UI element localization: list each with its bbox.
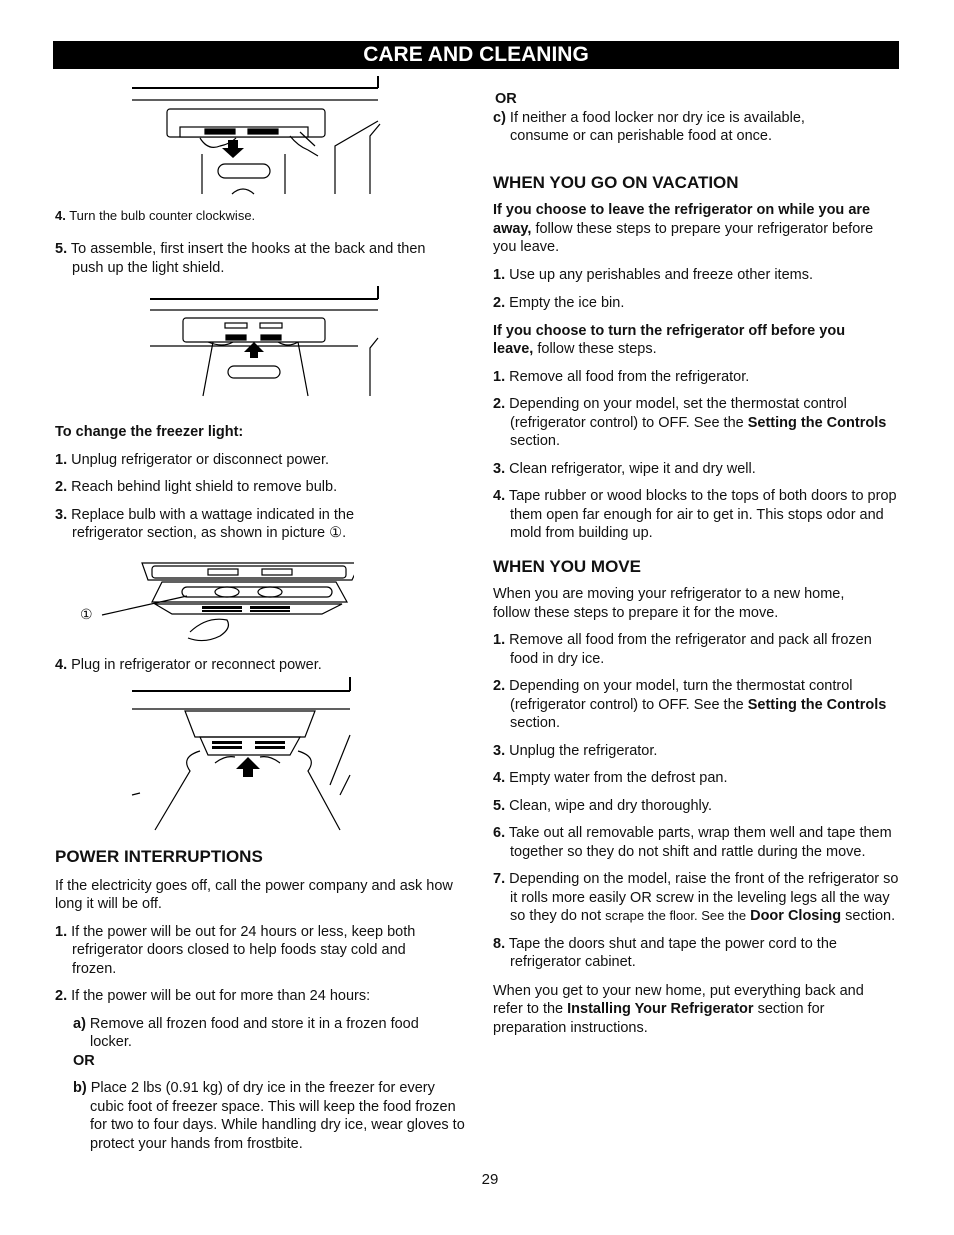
- move-intro: When you are moving your refrigerator to a new home, follow these steps to prepare it for the move.: [493, 586, 845, 621]
- power-sub-a: a) Remove all frozen food and store it in a frozen food locker.: [73, 1015, 419, 1050]
- move-step-3: 3. Unplug the refrigerator.: [493, 742, 658, 759]
- power-intro: If the electricity goes off, call the power company and ask how long it will be off.: [55, 877, 453, 912]
- move-heading: WHEN YOU MOVE: [493, 556, 641, 576]
- section-title: CARE AND CLEANING: [53, 41, 899, 69]
- freezer-step-2: 2. Reach behind light shield to remove bulb.: [55, 479, 338, 495]
- freezer-light-heading: To change the freezer light:: [55, 424, 244, 440]
- freezer-step-1: 1. Unplug refrigerator or disconnect power.: [55, 451, 330, 468]
- vacation-on-step-1: 1. Use up any perishables and freeze other items.: [493, 266, 813, 283]
- step-5-assemble: 5. To assemble, first insert the hooks at the back and then push up the light shield.: [55, 241, 426, 276]
- freezer-bulb-illustration: [92, 560, 354, 652]
- move-step-4: 4. Empty water from the defrost pan.: [493, 770, 728, 786]
- page-number: 29: [481, 1171, 499, 1188]
- move-step-6: 6. Take out all removable parts, wrap them well and tape them together so they do not shift and rattle during the move.: [493, 825, 892, 860]
- freezer-step-3: 3. Replace bulb with a wattage indicated in the refrigerator section, as shown in picture ①.: [55, 506, 355, 541]
- step-4-plug-in: 4. Plug in refrigerator or reconnect power.: [55, 657, 322, 673]
- or-label-1: OR: [73, 1052, 95, 1069]
- move-closing: When you get to your new home, put everything back and refer to the Installing Your Refrigerator section for preparation instructions.: [493, 982, 864, 1036]
- move-step-2: 2. Depending on your model, turn the thermostat control (refrigerator control) to OFF. See the Setting the Controls section.: [493, 678, 887, 731]
- move-step-7: 7. Depending on the model, raise the front of the refrigerator so it rolls more easily OR screw in the leveling legs all the way so they do not scrape the floor. See the Door Closing section.: [493, 871, 899, 924]
- light-shield-assembly-illustration: [148, 286, 383, 398]
- freezer-light-section: [55, 423, 470, 543]
- vacation-on-intro: If you choose to leave the refrigerator on while you are away, follow these steps to prepare your refrigerator before you leave.: [493, 202, 874, 255]
- vacation-off-step-1: 1. Remove all food from the refrigerator.: [493, 368, 750, 385]
- vacation-off-step-4: 4. Tape rubber or wood blocks to the tops of both doors to prop them open far enough for air to get in. This stops odor and mold from building up.: [493, 488, 897, 541]
- power-step-2: 2. If the power will be out for more than 24 hours:: [55, 988, 371, 1004]
- bulb-removal-illustration: [130, 76, 385, 196]
- move-step-1: 1. Remove all food from the refrigerator and pack all frozen food in dry ice.: [493, 632, 872, 667]
- vacation-off-step-2: 2. Depending on your model, set the thermostat control (refrigerator control) to OFF. See the Setting the Controls section.: [493, 396, 887, 449]
- power-interruptions-section: [55, 848, 470, 1153]
- move-step-5: 5. Clean, wipe and dry thoroughly.: [493, 797, 712, 814]
- vacation-off-intro: If you choose to turn the refrigerator off before you leave, follow these steps.: [493, 322, 846, 357]
- or-label-2: OR: [495, 91, 517, 107]
- power-sub-c: c) If neither a food locker nor dry ice is available, consume or can perishable food at once.: [493, 109, 805, 144]
- power-step-1: 1. If the power will be out for 24 hours or less, keep both refrigerator doors closed to help foods stay cold and frozen.: [55, 923, 416, 977]
- right-column: [493, 90, 898, 1037]
- vacation-off-step-3: 3. Clean refrigerator, wipe it and dry well.: [493, 460, 756, 477]
- power-interruptions-heading: POWER INTERRUPTIONS: [55, 847, 263, 866]
- step-4-turn-bulb: 4. Turn the bulb counter clockwise.: [55, 208, 256, 223]
- vacation-on-step-2: 2. Empty the ice bin.: [493, 295, 625, 311]
- move-step-8: 8. Tape the doors shut and tape the power cord to the refrigerator cabinet.: [493, 935, 837, 970]
- vacation-heading: WHEN YOU GO ON VACATION: [493, 172, 739, 192]
- callout-marker: ①: [80, 606, 93, 622]
- power-sub-b: b) Place 2 lbs (0.91 kg) of dry ice in the freezer for every cubic foot of freezer space. This will keep the food frozen for two to four days. While handling dry ice, wear gloves to protect your hands from frostbite.: [73, 1080, 465, 1152]
- reinstall-shield-illustration: [130, 675, 355, 833]
